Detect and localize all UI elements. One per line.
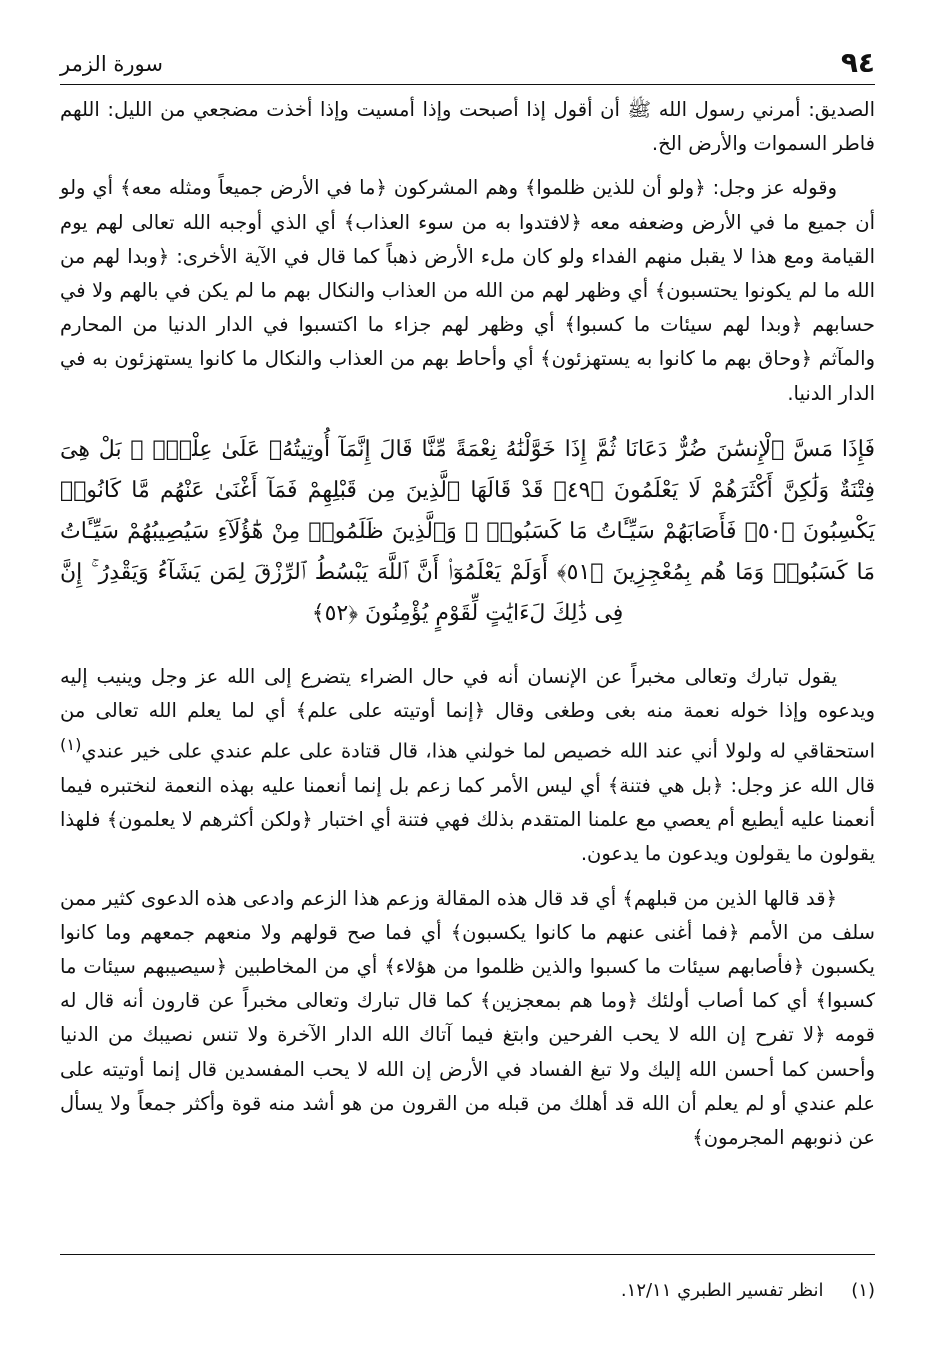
tafsir-text: قال الله عز وجل: ﴿بل هي فتنة﴾ أي ليس الأمر كما زعم بل إنما أنعمنا عليه بهذه النعمة لنختبره فيما أنعمنا عليه أيطيع أم يعصي مع علمنا المتقدم بذلك فهي فتنة أي اختبار ﴿ولكن أكثرهم لا يعلمون﴾ فلهذا يقولون ما يقولون ويدعون ما يدعون.: [60, 773, 875, 866]
footnote-number: (١): [851, 1280, 875, 1301]
footnote-divider: [60, 1254, 875, 1255]
tafsir-text: يقول تبارك وتعالى مخبراً عن الإنسان أنه في حال الضراء يتضرع إلى الله عز وجل وينيب إليه ويدعوه وإذا خوله نعمة منه بغى وطغى وقال ﴿إنما أوتيته على علم﴾ أي لما يعلم الله تعالى من استحقاقي له ولولا أني عند الله خصيص لما خولني هذا، قال قتادة على علم عندي على خير عندي: [60, 664, 875, 763]
text-paragraph: وقوله عز وجل: ﴿ولو أن للذين ظلموا﴾ وهم المشركون ﴿ما في الأرض جميعاً ومثله معه﴾ أي ولو أن جميع ما في الأرض وضعفه معه ﴿لافتدوا به من سوء العذاب﴾ أي الذي أوجبه الله تعالى لهم يوم القيامة ومع هذا لا يقبل منهم الفداء ولو كان ملء الأرض ذهباً كما قال في الآية الأخرى: ﴿وبدا لهم من الله ما لم يكونوا يحتسبون﴾ أي وظهر لهم من الله من العذاب والنكال بهم ما لم يكن في بالهم ولا في حسابهم ﴿وبدا لهم سيئات ما كسبوا﴾ أي وظهر لهم جزاء ما اكتسبوا في الدار الدنيا من المحارم والمآثم ﴿وحاق بهم ما كانوا به يستهزئون﴾ أي وأحاط بهم من العذاب والنكال ما كانوا يستهزئون به في الدار الدنيا.: [60, 176, 875, 405]
page-body: [60, 93, 875, 1155]
surah-title: سورة الزمر: [60, 52, 163, 76]
tafsir-paragraph: ﴿قد قالها الذين من قبلهم﴾ أي قد قال هذه المقالة وزعم هذا الزعم وادعى هذه الدعوى كثير ممن سلف من الأمم ﴿فما أغنى عنهم ما كانوا يكسبون﴾ أي فما صح قولهم ولا منعهم جمعهم وما كانوا يكسبون ﴿فأصابهم سيئات ما كسبوا والذين ظلموا من هؤلاء﴾ أي من المخاطبين ﴿سيصيبهم سيئات ما كسبوا﴾ أي كما أصاب أولئك ﴿وما هم بمعجزين﴾ كما قال تبارك وتعالى مخبراً عن قارون أنه قال له قومه ﴿لا تفرح إن الله لا يحب الفرحين وابتغ فيما آتاك الله الدار الآخرة ولا تنس نصيبك من الدنيا وأحسن كما أحسن الله إليك ولا تبغ الفساد في الأرض إن الله لا يحب المفسدين قال إنما أوتيته على علم عندي أو لم يعلم أن الله قد أهلك من قبله من القرون من هو أشد منه قوة وأكثر جمعاً ولا يسأل عن ذنوبهم المجرمون﴾: [60, 886, 875, 1149]
book-page: [60, 42, 875, 1332]
text-paragraph: الصديق: أمرني رسول الله ﷺ أن أقول إذا أصبحت وإذا أمسيت وإذا أخذت مضجعي من الليل: اللهم فاطر السموات والأرض الخ.: [60, 98, 875, 156]
quran-verses: فَإِذَا مَسَّ ٱلْإِنسَٰنَ ضُرٌّ دَعَانَا ثُمَّ إِذَا خَوَّلْنَٰهُ نِعْمَةً مِّنَّا قَالَ إِنَّمَآ أُوتِيتُهُۥ عَلَىٰ عِلْمٍۭ ۚ بَلْ هِىَ فِتْنَةٌ وَلَٰكِنَّ أَكْثَرَهُمْ لَا يَعْلَمُونَ ﴿٤٩﴾ قَدْ قَالَهَا ٱلَّذِينَ مِن قَبْلِهِمْ فَمَآ أَغْنَىٰ عَنْهُم مَّا كَانُوا۟ يَكْسِبُونَ ﴿٥٠﴾ فَأَصَابَهُمْ سَيِّـَٔاتُ مَا كَسَبُوا۟ ۚ وَٱلَّذِينَ ظَلَمُوا۟ مِنْ هَٰٓؤُلَآءِ سَيُصِيبُهُمْ سَيِّـَٔاتُ مَا كَسَبُوا۟ وَمَا هُم بِمُعْجِزِينَ ﴿٥١﴾ أَوَلَمْ يَعْلَمُوٓا۟ أَنَّ ٱللَّهَ يَبْسُطُ ٱلرِّزْقَ لِمَن يَشَآءُ وَيَقْدِرُ ۚ إِنَّ فِى ذَٰلِكَ لَءَايَٰتٍ لِّقَوْمٍ يُؤْمِنُونَ ﴿٥٢﴾: [60, 436, 875, 626]
page-header: [60, 42, 875, 85]
footnote-text: انظر تفسير الطبري ١٢/١١.: [620, 1280, 824, 1301]
footnote-marker: (١): [60, 735, 82, 755]
footnote: [621, 1280, 875, 1301]
page-number: ٩٤: [840, 46, 875, 79]
tafsir-paragraph: [60, 660, 875, 872]
